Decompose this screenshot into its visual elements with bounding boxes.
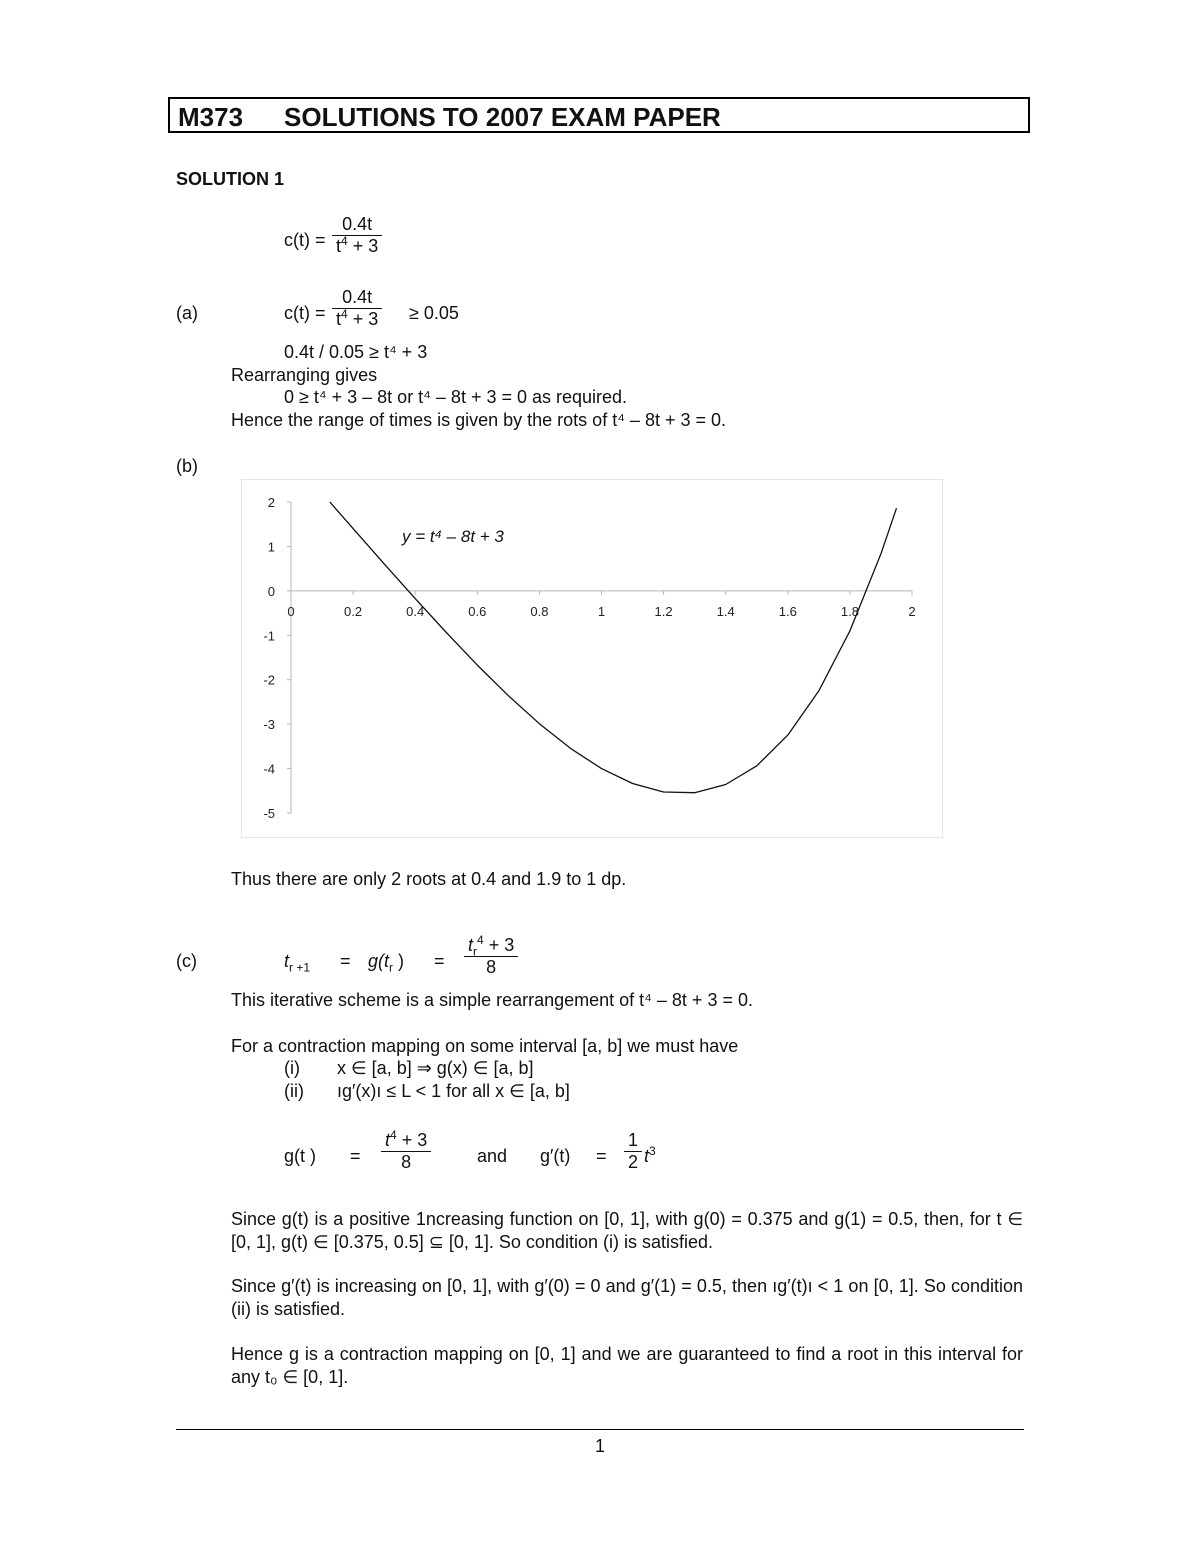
- part-c-line1: This iterative scheme is a simple rearrangement of t⁴ – 8t + 3 = 0.: [231, 990, 753, 1010]
- part-a-denominator: [332, 308, 382, 330]
- part-a-line3: 0 ≥ t⁴ + 3 – 8t or t⁴ – 8t + 3 = 0 as required.: [284, 387, 628, 407]
- x-tick-label: 1: [597, 603, 606, 619]
- x-tick-label: 1.8: [840, 603, 859, 619]
- x-tick-label: 0.8: [530, 603, 549, 619]
- num-base: t: [468, 935, 474, 955]
- x-tick-label: 1.4: [716, 603, 735, 619]
- para-condition-i: Since g(t) is a positive 1ncreasing function on [0, 1], with g(0) = 0.375 and g(1) = 0.5, then, for t ∈ [0, 1], g(t) ∈ [0.375, 0.5] ⊆ [0, 1]. So condition (i) is satisfied.: [231, 1209, 1023, 1252]
- x-tick-label: 0.6: [468, 603, 487, 619]
- g-fraction: [381, 1130, 431, 1173]
- para-conclusion: Hence g is a contraction mapping on [0, 1] and we are guaranteed to find a root in this interval for any t₀ ∈ [0, 1].: [231, 1344, 1023, 1387]
- iter-g-close: ): [393, 951, 405, 971]
- solution-heading: SOLUTION 1: [176, 169, 285, 189]
- gp-fraction: [624, 1130, 642, 1173]
- title-box: [168, 97, 1030, 133]
- y-tick-label: 0: [267, 583, 275, 599]
- x-tick-label: 0: [287, 603, 295, 619]
- iter-denominator: 8: [464, 956, 518, 978]
- gp-var: [644, 1146, 656, 1167]
- iter-g-sub: r: [389, 960, 394, 975]
- iter-lhs: [284, 951, 311, 975]
- gp-exp: 3: [649, 1144, 656, 1158]
- iter-numerator: [464, 933, 518, 959]
- den-rest: + 3: [347, 236, 379, 256]
- chart-axes: [291, 502, 912, 813]
- num-exp: 4: [390, 1128, 397, 1142]
- iter-eq2: =: [434, 951, 445, 971]
- g-denominator: 8: [381, 1151, 431, 1173]
- part-a-lhs: c(t) =: [284, 303, 326, 323]
- part-a-line2: Rearranging gives: [231, 365, 378, 385]
- cond-i: x ∈ [a, b] ⇒ g(x) ∈ [a, b]: [337, 1058, 534, 1078]
- cond-i-label: (i): [284, 1058, 300, 1078]
- quartic-chart: [242, 480, 942, 837]
- x-tick-label: 0.2: [344, 603, 363, 619]
- defn-fraction: [332, 214, 382, 257]
- part-a-line1: 0.4t / 0.05 ≥ t⁴ + 3: [284, 342, 428, 362]
- part-a-line4: Hence the range of times is given by the rots of t⁴ – 8t + 3 = 0.: [231, 410, 727, 430]
- y-tick-label: -4: [263, 761, 275, 777]
- defn-denominator: [332, 235, 382, 257]
- chart-xticks: [287, 591, 915, 619]
- part-c-label: (c): [176, 951, 197, 971]
- num-base: t: [385, 1130, 391, 1150]
- cond-ii-label: (ii): [284, 1081, 304, 1101]
- gp-denominator: 2: [624, 1151, 642, 1173]
- gp-var-t: t: [644, 1146, 650, 1166]
- part-a-rhs: ≥ 0.05: [409, 303, 459, 323]
- x-tick-label: 2: [908, 603, 916, 619]
- chart-frame: [241, 479, 943, 838]
- para-condition-ii: Since g′(t) is increasing on [0, 1], with g′(0) = 0 and g′(1) = 0.5, then ıg′(t)ı < 1 on [0, 1]. So condition (ii) is satisfied.: [231, 1276, 1023, 1319]
- iter-eq1: =: [340, 951, 351, 971]
- part-c-line2: For a contraction mapping on some interval [a, b] we must have: [231, 1036, 739, 1056]
- part-b-label: (b): [176, 456, 198, 476]
- num-rest: + 3: [483, 935, 515, 955]
- den-exp: 4: [341, 307, 348, 321]
- y-tick-label: 1: [267, 539, 275, 555]
- y-tick-label: 2: [267, 495, 275, 510]
- num-sub: r: [473, 944, 478, 959]
- num-exp: 4: [477, 933, 484, 947]
- chart-yticks: [263, 495, 291, 821]
- den-exp: 4: [341, 234, 348, 248]
- page-title: SOLUTIONS TO 2007 EXAM PAPER: [284, 102, 721, 132]
- g-eq: =: [350, 1146, 361, 1166]
- y-tick-label: -3: [263, 717, 275, 733]
- g-numerator: [381, 1130, 431, 1151]
- chart-annotation: y = t⁴ – 8t + 3: [402, 527, 504, 546]
- iter-g: [368, 951, 405, 975]
- cond-ii: ıg′(x)ı ≤ L < 1 for all x ∈ [a, b]: [337, 1081, 570, 1101]
- den-base: t: [336, 309, 342, 329]
- page-number: 1: [594, 1436, 605, 1456]
- x-tick-label: 1.6: [778, 603, 797, 619]
- den-base: t: [336, 236, 342, 256]
- iter-fraction: [464, 935, 518, 978]
- iter-g-text: g(t: [368, 951, 390, 971]
- iter-lhs-var: t: [284, 951, 290, 971]
- num-rest: + 3: [396, 1130, 428, 1150]
- x-tick-label: 1.2: [654, 603, 673, 619]
- part-b-conclusion: Thus there are only 2 roots at 0.4 and 1.9 to 1 dp.: [231, 869, 627, 889]
- gp-lhs: g′(t): [540, 1146, 571, 1166]
- part-a-label: (a): [176, 303, 198, 323]
- defn-lhs: c(t) =: [284, 230, 326, 250]
- y-tick-label: -2: [263, 672, 275, 688]
- defn-numerator: 0.4t: [342, 214, 373, 234]
- den-rest: + 3: [347, 309, 379, 329]
- part-a-numerator: 0.4t: [342, 287, 373, 307]
- part-a-fraction: [332, 287, 382, 330]
- g-lhs: g(t ): [284, 1146, 317, 1166]
- y-tick-label: -1: [263, 628, 275, 644]
- course-code: M373: [178, 102, 244, 132]
- gp-eq: =: [596, 1146, 607, 1166]
- iter-lhs-sub: r +1: [289, 960, 311, 975]
- and-text: and: [477, 1146, 508, 1166]
- y-tick-label: -5: [263, 806, 275, 821]
- gp-numerator: 1: [628, 1130, 639, 1150]
- x-tick-label: 0.4: [406, 603, 425, 619]
- footer-rule: [176, 1429, 1024, 1430]
